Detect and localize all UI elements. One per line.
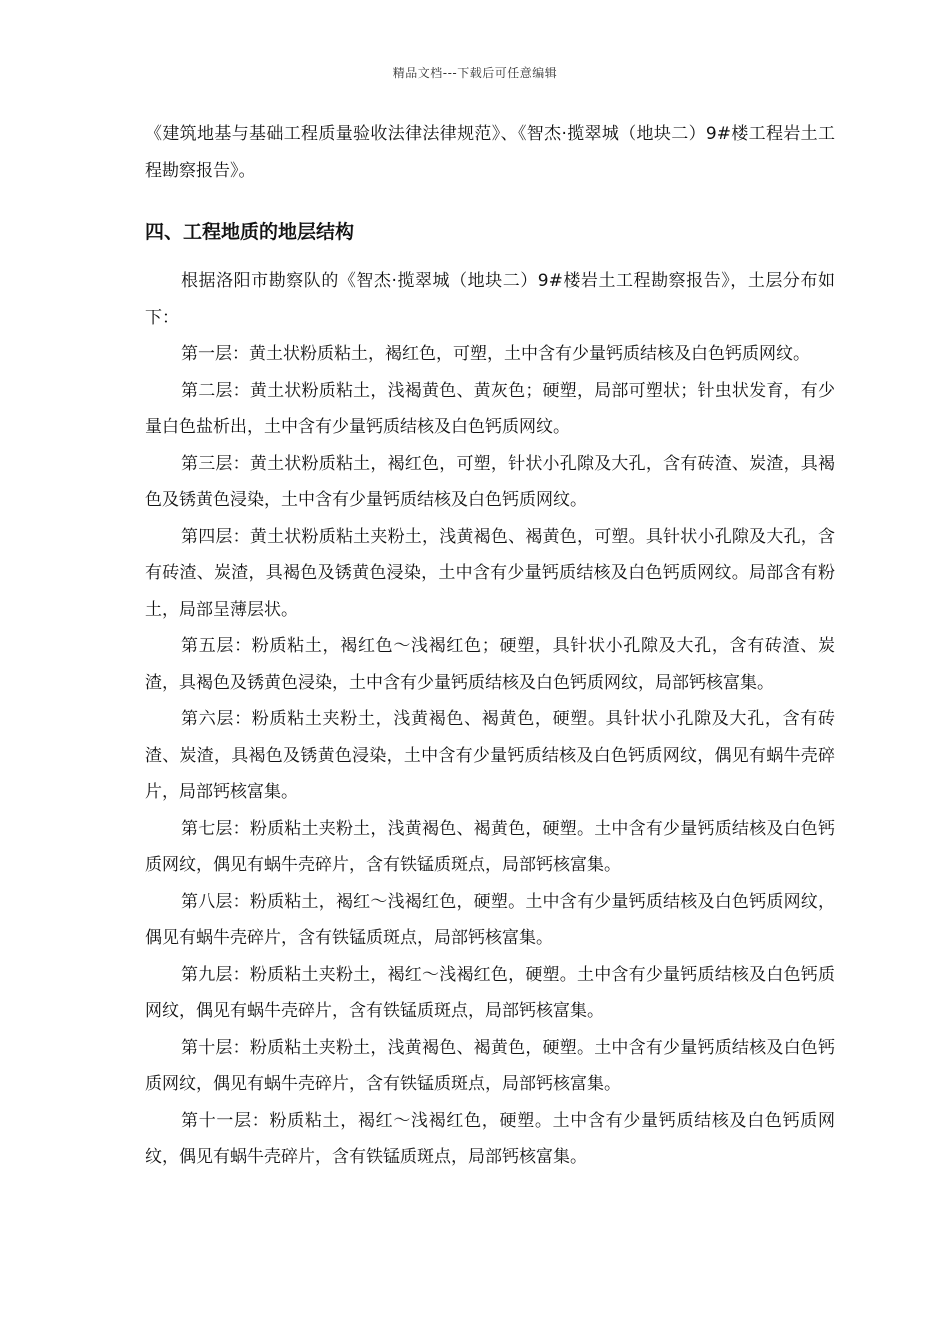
- layer-4-paragraph: 第四层：黄土状粉质粘土夹粉土，浅黄褐色、褐黄色，可塑。具针状小孔隙及大孔，含有砖渣、炭渣，具褐色及锈黄色浸染，土中含有少量钙质结核及白色钙质网纹。局部含有粉土，局部呈薄层状。: [145, 526, 835, 620]
- layer-8-paragraph: 第八层：粉质粘土，褐红～浅褐红色，硬塑。土中含有少量钙质结核及白色钙质网纹，偶见有蜗牛壳碎片，含有铁锰质斑点，局部钙核富集。: [145, 891, 835, 948]
- layer-2-paragraph: 第二层：黄土状粉质粘土，浅褐黄色、黄灰色；硬塑，局部可塑状；针虫状发育，有少量白色盐析出，土中含有少量钙质结核及白色钙质网纹。: [145, 380, 835, 437]
- layer-6-paragraph: 第六层：粉质粘土夹粉土，浅黄褐色、褐黄色，硬塑。具针状小孔隙及大孔，含有砖渣、炭渣，具褐色及锈黄色浸染，土中含有少量钙质结核及白色钙质网纹，偶见有蜗牛壳碎片，局部钙核富集。: [145, 709, 835, 802]
- layer-3-paragraph: 第三层：黄土状粉质粘土，褐红色，可塑，针状小孔隙及大孔，含有砖渣、炭渣，具褐色及锈黄色浸染，土中含有少量钙质结核及白色钙质网纹。: [145, 453, 835, 510]
- layer-7-paragraph: 第七层：粉质粘土夹粉土，浅黄褐色、褐黄色，硬塑。土中含有少量钙质结核及白色钙质网纹，偶见有蜗牛壳碎片，含有铁锰质斑点，局部钙核富集。: [145, 818, 835, 875]
- layer-11-paragraph: 第十一层：粉质粘土，褐红～浅褐红色，硬塑。土中含有少量钙质结核及白色钙质网纹，偶见有蜗牛壳碎片，含有铁锰质斑点，局部钙核富集。: [145, 1110, 835, 1167]
- section-lead-paragraph: 根据洛阳市勘察队的《智杰·揽翠城（地块二）9#楼岩土工程勘察报告》，土层分布如下：: [145, 271, 835, 328]
- section-heading: 四、工程地质的地层结构: [145, 221, 355, 243]
- layer-9-paragraph: 第九层：粉质粘土夹粉土，褐红～浅褐红色，硬塑。土中含有少量钙质结核及白色钙质网纹，偶见有蜗牛壳碎片，含有铁锰质斑点，局部钙核富集。: [145, 964, 835, 1021]
- layer-10-paragraph: 第十层：粉质粘土夹粉土，浅黄褐色、褐黄色，硬塑。土中含有少量钙质结核及白色钙质网纹，偶见有蜗牛壳碎片，含有铁锰质斑点，局部钙核富集。: [145, 1037, 835, 1094]
- layer-1-paragraph: 第一层：黄土状粉质粘土，褐红色，可塑，土中含有少量钙质结核及白色钙质网纹。: [181, 344, 810, 364]
- page-header: 精品文档---下载后可任意编辑: [392, 66, 558, 80]
- layer-5-paragraph: 第五层：粉质粘土，褐红色～浅褐红色；硬塑，具针状小孔隙及大孔，含有砖渣、炭渣，具褐色及锈黄色浸染，土中含有少量钙质结核及白色钙质网纹，局部钙核富集。: [145, 636, 835, 693]
- intro-paragraph: 《建筑地基与基础工程质量验收法律法律规范》、《智杰·揽翠城（地块二）9#楼工程岩土工程勘察报告》。: [145, 124, 835, 181]
- document-body: [145, 116, 835, 1176]
